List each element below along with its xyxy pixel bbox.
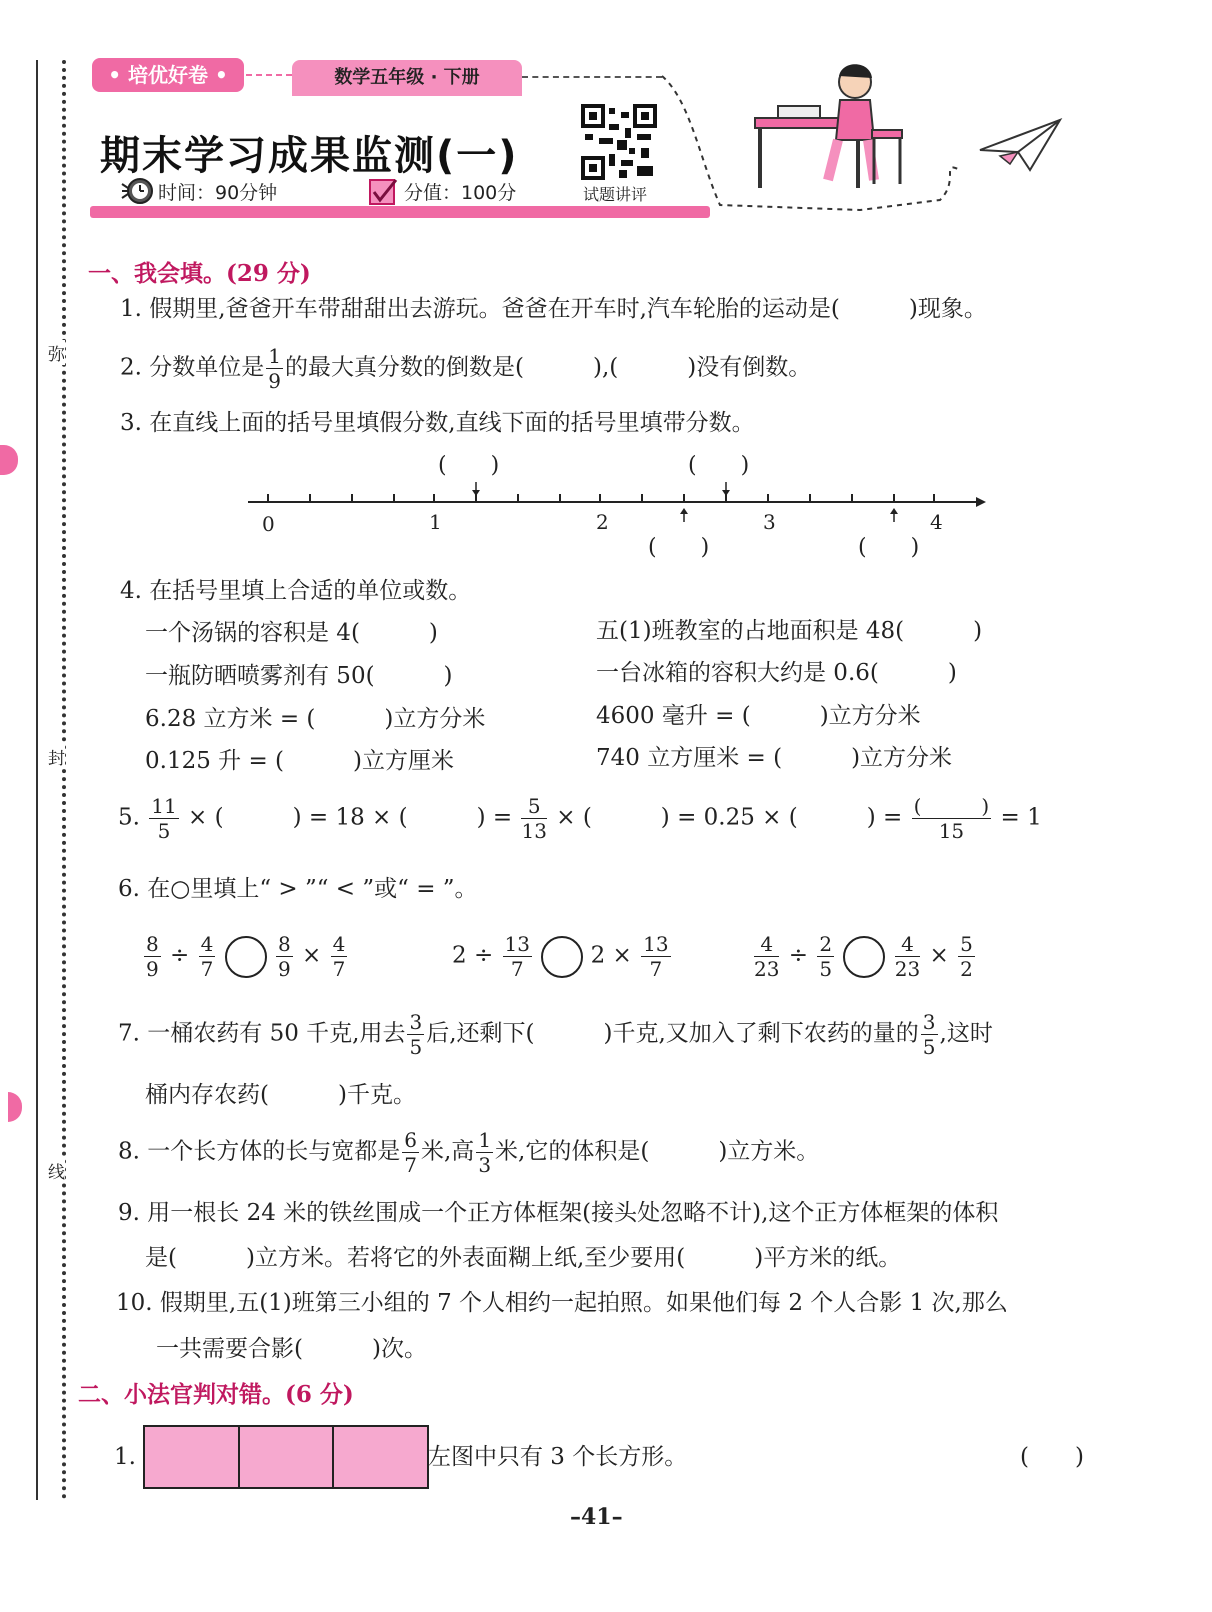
denominator: 23 (894, 957, 921, 981)
binding-char-xian: 线 (48, 1158, 65, 1183)
check-icon (368, 178, 398, 206)
fraction (912, 796, 992, 841)
denominator: 7 (332, 957, 346, 981)
fraction (407, 1012, 424, 1057)
operand: 2 ÷ (452, 942, 494, 969)
fraction (754, 934, 779, 979)
time-label: 时间：90分钟 (158, 182, 278, 204)
fraction (641, 934, 670, 979)
numerator: 4 (754, 934, 779, 957)
numerator: 3 (922, 1010, 936, 1034)
page-number: –41– (570, 1504, 623, 1530)
question-5-part: × ( ) = 18 × ( ) = (188, 804, 513, 831)
tick-label: 0 (262, 512, 275, 536)
fraction (402, 1130, 419, 1175)
numerator: 4 (200, 932, 214, 956)
side-tab-marker (8, 1092, 22, 1122)
binding-char-feng: 封 (48, 744, 65, 769)
fraction (895, 934, 920, 979)
page-title: 期末学习成果监测(一) (100, 133, 519, 179)
fraction (144, 934, 161, 979)
fraction (817, 934, 834, 979)
operator: ÷ (170, 942, 190, 969)
fraction (331, 934, 348, 979)
question-7-line2: 桶内存农药( )千克。 (145, 1082, 416, 1108)
tick-label: 4 (930, 510, 943, 534)
numerator: 6 (404, 1128, 417, 1152)
numerator: ( ) (913, 794, 990, 818)
header-dashed-line (246, 74, 292, 76)
question-3: 3. 在直线上面的括号里填假分数,直线下面的括号里填带分数。 (120, 410, 755, 436)
question-9: 9. 用一根长 24 米的铁丝围成一个正方体框架(接头处忽略不计),这个正方体框架的体积 (118, 1200, 999, 1226)
question-2-text-b: 的最大真分数的倒数是( ),( )没有倒数。 (285, 354, 812, 381)
fraction (476, 1130, 493, 1175)
number-line-top-bracket: ( ) (688, 453, 750, 478)
question-4-item: 五(1)班教室的占地面积是 48( ) (596, 618, 983, 644)
numerator: 1 (478, 1128, 492, 1152)
numerator: 8 (278, 932, 291, 956)
question-8-text-c: 米,它的体积是( )立方米。 (495, 1138, 820, 1165)
denominator: 3 (478, 1153, 492, 1177)
header-underline (90, 206, 710, 218)
question-4-item: 一瓶防晒喷雾剂有 50( ) (145, 663, 453, 689)
number-line (244, 474, 988, 524)
numerator: 1 (268, 344, 281, 368)
question-10: 10. 假期里,五(1)班第三小组的 7 个人相约一起拍照。如果他们每 2 个人合影 1 次,那么 (116, 1290, 1008, 1316)
tick-label: 3 (763, 510, 776, 534)
question-8-text-a: 8. 一个长方体的长与宽都是 (118, 1138, 401, 1165)
score-label: 分值：100分 (404, 182, 517, 204)
question-4-item: 6.28 立方米 = ( )立方分米 (145, 706, 486, 732)
question-4: 4. 在括号里填上合适的单位或数。 (120, 578, 472, 604)
numerator: 13 (643, 932, 669, 956)
numerator: 5 (521, 796, 546, 819)
question-4-item: 0.125 升 = ( )立方厘米 (145, 748, 454, 774)
denominator: 7 (404, 1153, 417, 1177)
question-2 (120, 346, 811, 391)
fraction (199, 934, 216, 979)
question-5-label: 5. (118, 804, 140, 831)
number-line-bottom-bracket: ( ) (858, 535, 920, 560)
question-8 (118, 1130, 819, 1175)
clock-icon (120, 176, 156, 206)
section2-question-1-text: 左图中只有 3 个长方形。 (428, 1444, 688, 1470)
question-2-text-a: 2. 分数单位是 (120, 354, 265, 381)
denominator: 7 (200, 957, 214, 981)
question-7-text-a: 7. 一桶农药有 50 千克,用去 (118, 1020, 406, 1047)
comparison-item (752, 934, 977, 979)
badge: • 培优好卷 • (92, 58, 244, 92)
three-rectangles-figure (143, 1425, 429, 1489)
fraction (276, 934, 293, 979)
rectangle-cell (240, 1427, 335, 1487)
question-9-line2: 是( )立方米。若将它的外表面糊上纸,至少要用( )平方米的纸。 (145, 1245, 902, 1271)
qr-code-icon[interactable] (581, 104, 657, 180)
fraction (503, 934, 532, 979)
student-at-desk-illustration (660, 60, 1080, 220)
comparison-item (142, 934, 349, 979)
rectangle-cell (145, 1427, 240, 1487)
denominator: 9 (146, 957, 159, 981)
binding-char-mi: 弥 (48, 340, 65, 365)
numerator: 5 (960, 932, 973, 956)
question-4-item: 一个汤锅的容积是 4( ) (145, 620, 438, 646)
comparison-item (452, 934, 673, 979)
section2-heading: 二、小法官判对错。(6 分) (78, 1381, 354, 1408)
denominator: 9 (268, 369, 281, 393)
operand: 2 × (590, 942, 632, 969)
numerator: 13 (504, 932, 530, 956)
section2-question-1-number: 1. (114, 1444, 136, 1470)
operator: × (302, 942, 322, 969)
question-7 (118, 1012, 993, 1057)
denominator: 2 (960, 957, 973, 981)
rectangle-cell (334, 1427, 427, 1487)
question-4-item: 740 立方厘米 = ( )立方分米 (596, 745, 953, 771)
binding-dotted-line (62, 60, 66, 1500)
question-7-text-c: ,这时 (939, 1020, 993, 1047)
operator: ÷ (788, 942, 809, 969)
number-line-top-bracket: ( ) (438, 453, 500, 478)
tick-label: 1 (429, 510, 442, 534)
denominator: 9 (278, 957, 291, 981)
question-10-line2: 一共需要合影( )次。 (156, 1336, 427, 1362)
denominator: 5 (409, 1035, 423, 1059)
numerator: 8 (146, 932, 159, 956)
binding-line (36, 60, 38, 1500)
answer-circle[interactable] (541, 936, 583, 978)
section1-heading: 一、我会填。(29 分) (88, 260, 311, 287)
question-5-part: = 1 (1000, 804, 1042, 831)
qr-caption: 试题讲评 (583, 185, 648, 204)
question-4-item: 一台冰箱的容积大约是 0.6( ) (596, 660, 957, 686)
denominator: 7 (510, 957, 524, 981)
denominator: 5 (819, 957, 833, 981)
denominator: 15 (938, 819, 965, 843)
question-6: 6. 在○里填上“ > ”“ < ”或“ = ”。 (118, 876, 478, 902)
fraction (149, 796, 178, 841)
denominator: 13 (521, 819, 547, 843)
fraction (266, 346, 283, 391)
denominator: 23 (754, 957, 780, 981)
numerator: 3 (409, 1010, 423, 1034)
tick-label: 2 (596, 510, 609, 534)
numerator: 4 (332, 932, 346, 956)
header-dashed-line (522, 76, 662, 78)
question-1: 1. 假期里,爸爸开车带甜甜出去游玩。爸爸在开车时,汽车轮胎的运动是( )现象。 (120, 296, 987, 322)
side-tab-marker (0, 445, 18, 475)
answer-bracket[interactable]: ( ) (1020, 1444, 1084, 1470)
fraction (921, 1012, 938, 1057)
question-5-part: × ( ) = 0.25 × ( ) = (556, 804, 903, 831)
denominator: 5 (157, 819, 171, 843)
numerator: 2 (819, 932, 833, 956)
question-4-item: 4600 毫升 = ( )立方分米 (596, 703, 921, 729)
answer-circle[interactable] (225, 936, 267, 978)
grade-tab: 数学五年级 · 下册 (292, 60, 522, 96)
numerator: 11 (151, 794, 177, 818)
fraction (521, 796, 546, 841)
question-7-text-b: 后,还剩下( )千克,又加入了剩下农药的量的 (426, 1020, 919, 1047)
denominator: 7 (649, 957, 663, 981)
operator: × (929, 942, 949, 969)
fraction (958, 934, 975, 979)
question-5 (118, 796, 1042, 841)
answer-circle[interactable] (843, 936, 885, 978)
numerator: 4 (895, 934, 920, 957)
denominator: 5 (922, 1035, 936, 1059)
number-line-bottom-bracket: ( ) (648, 535, 710, 560)
question-8-text-b: 米,高 (421, 1138, 475, 1165)
